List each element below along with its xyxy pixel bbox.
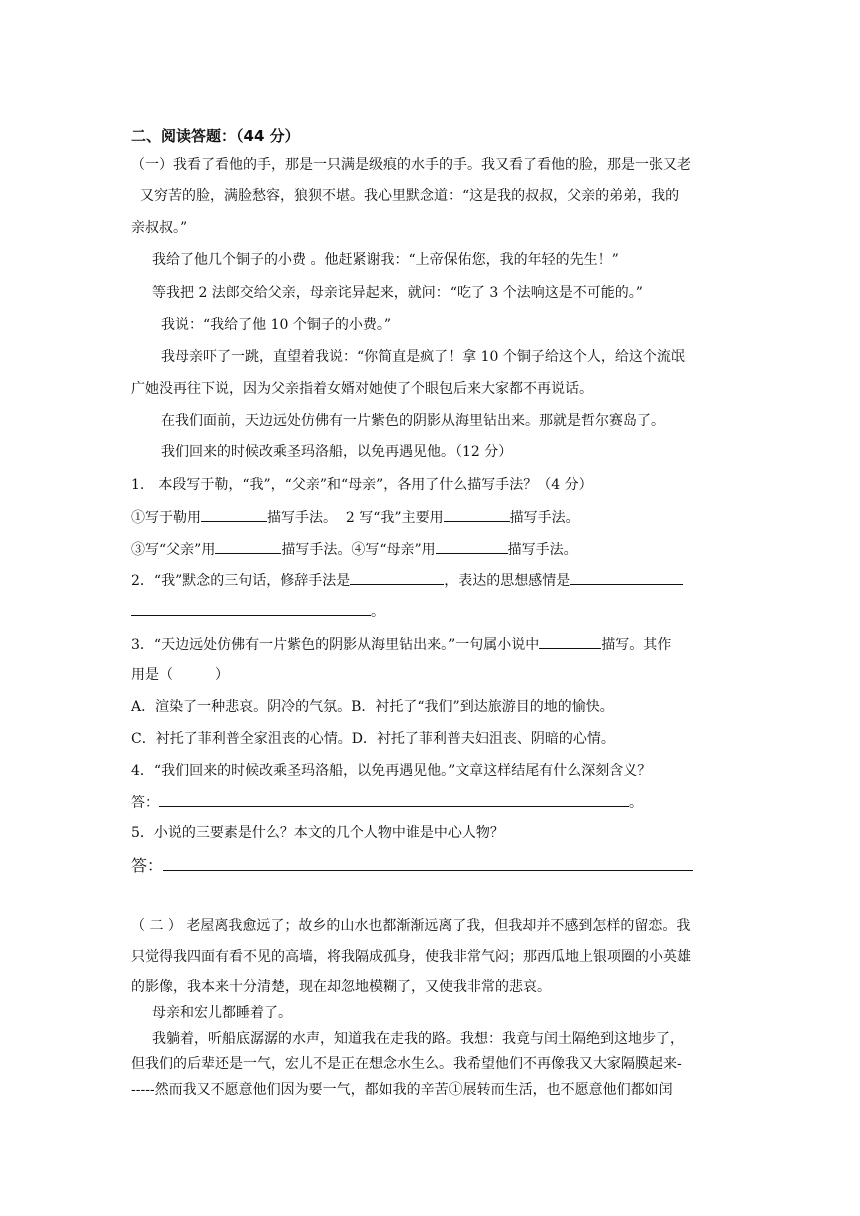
q1-label: 描写手法。	[507, 542, 578, 558]
passage1-line: 我说：“我给了他 10 个铜子的小费。”	[161, 317, 392, 333]
question-2	[131, 570, 683, 591]
passage2-line: 的影像，我本来十分清楚，现在却忽地模糊了，又使我非常的悲哀。	[131, 979, 551, 995]
answer-blank[interactable]	[201, 507, 267, 522]
q3-label: 描写。其作	[601, 637, 672, 653]
q2-end: 。	[371, 604, 385, 620]
passage2-line: 但我们的后辈还是一气，宏儿不是正在想念水生么。我希望他们不再像我又大家隔膜起来-	[131, 1056, 682, 1072]
passage1-line: 在我们面前，天边远处仿佛有一片紫色的阴影从海里钻出来。那就是哲尔赛岛了。	[161, 413, 665, 429]
q1-label: 2 写“我”主要用	[345, 510, 444, 526]
question-3-option-cd: C．衬托了菲利普全家沮丧的心情。D．衬托了菲利普夫妇沮丧、阴暗的心情。	[131, 731, 615, 747]
answer-blank[interactable]	[215, 539, 281, 554]
passage1-line: 我们回来的时候改乘圣玛洛船，以免再遇见他。（12 分）	[161, 444, 513, 460]
passage2-line: 我躺着，听船底潺潺的水声，知道我在走我的路。我想：我竟与闰土隔绝到这地步了，	[152, 1031, 684, 1047]
question-1-answer-line-a	[131, 507, 580, 528]
question-4: 4．“我们回来的时候改乘圣玛洛船，以免再遇见他。”文章这样结尾有什么深刻含义？	[131, 763, 652, 779]
question-4-answer	[131, 792, 643, 813]
passage1-line: 等我把 2 法郎交给父亲，母亲诧异起来，就问：“吃了 3 个法响这是不可能的。”	[152, 285, 643, 301]
question-3-option-ab: A．渲染了一种悲哀。阴冷的气氛。B．衬托了“我们”到达旅游目的地的愉快。	[131, 699, 614, 715]
q3-label: 3．“天边远处仿佛有一片紫色的阴影从海里钻出来。”一句属小说中	[131, 637, 540, 653]
q1-label: ①写于勒用	[131, 510, 201, 526]
answer-blank[interactable]	[436, 539, 508, 554]
question-1: 1. 本段写于勒，“我”，“父亲”和“母亲”，各用了什么描写手法？（4 分）	[131, 477, 593, 493]
passage2-line: （ 二 ） 老屋离我愈远了；故乡的山水也都渐渐远离了我，但我却并不感到怎样的留恋。我	[131, 918, 691, 934]
question-5-answer	[131, 856, 693, 876]
q2-label: 2．“我”默念的三句话，修辞手法是	[131, 573, 351, 589]
answer-label: 答：	[131, 795, 159, 811]
answer-label: 答：	[131, 856, 164, 875]
passage1-line: 亲叔叔。”	[131, 220, 188, 236]
q1-label: 描写手法。④写“母亲”用	[281, 542, 436, 558]
passage2-line: 母亲和宏儿都睡着了。	[152, 1005, 292, 1021]
passage2-line: 只觉得我四面有看不见的高墙，将我隔成孤身，使我非常气闷；那西瓜地上银项圈的小英雄	[131, 949, 691, 965]
answer-blank[interactable]	[131, 601, 371, 616]
question-3-line-2: 用是（ ）	[131, 667, 229, 683]
question-1-answer-line-b	[131, 539, 578, 560]
answer-blank[interactable]	[159, 792, 629, 807]
q1-label: ③写“父亲”用	[131, 542, 216, 558]
passage1-line: 广她没再往下说，因为父亲指着女婿对她使了个眼包后来大家都不再说话。	[131, 381, 593, 397]
passage1-line: 我母亲吓了一跳，直望着我说：“你简直是疯了！拿 10 个铜子给这个人，给这个流氓	[161, 349, 685, 365]
passage1-line: 又穷苦的脸，满脸愁容，狼狈不堪。我心里默念道：“这是我的叔叔，父亲的弟弟，我的	[140, 188, 680, 204]
question-3	[131, 634, 671, 655]
question-2-continuation	[131, 601, 385, 622]
passage1-line: 我给了他几个铜子的小费 。他赶紧谢我：“上帝保佑您，我的年轻的先生！”	[152, 252, 619, 268]
answer-blank[interactable]	[570, 570, 683, 585]
answer-blank[interactable]	[539, 634, 601, 649]
q1-label: 描写手法。	[509, 510, 580, 526]
answer-blank[interactable]	[163, 856, 693, 871]
q4-end: 。	[629, 795, 643, 811]
answer-blank[interactable]	[350, 570, 444, 585]
section-title: 二、阅读答题：（44 分）	[131, 127, 300, 145]
question-5: 5．小说的三要素是什么？本文的几个人物中谁是中心人物？	[131, 825, 504, 841]
passage2-line: -----然而我又不愿意他们因为要一气，都如我的辛苦①展转而生活，也不愿意他们都如闰	[131, 1082, 673, 1098]
q1-label: 描写手法。	[267, 510, 337, 526]
answer-blank[interactable]	[444, 507, 510, 522]
q2-label: ，表达的思想感情是	[444, 573, 571, 589]
passage1-line: （一）我看了看他的手，那是一只满是级痕的水手的手。我又看了看他的脸，那是一张又老	[131, 157, 691, 173]
